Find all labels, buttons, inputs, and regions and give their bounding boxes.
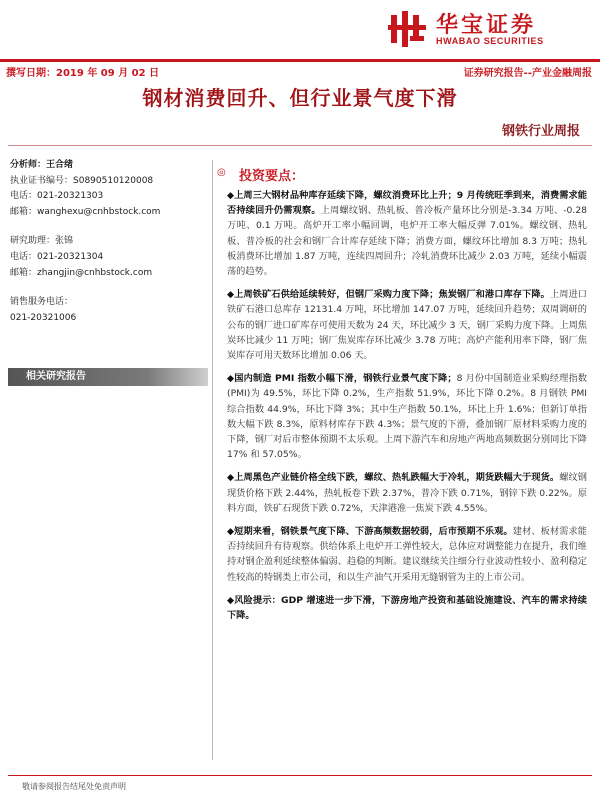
- assistant-phone: 电话：021-20321304: [10, 251, 104, 262]
- header-divider: [0, 59, 600, 62]
- company-name-cn: 华宝证券: [436, 13, 537, 38]
- investment-points: [217, 165, 588, 631]
- contact-column: [10, 158, 215, 326]
- assistant-email: 邮箱：zhangjin@cnhbstock.com: [10, 267, 153, 278]
- title-separator: [8, 145, 592, 146]
- report-title: 钢材消费回升、但行业景气度下滑: [142, 86, 458, 110]
- paragraph-lead: ◆上周铁矿石供给延续转好，但钢厂采购力度下降；焦炭钢厂和港口库存下降。: [227, 289, 550, 301]
- paragraph-lead: ◆上周三大钢材品种库存延续下降，螺纹消费环比上升；9 月传统旺季到来，消费需求能否持续回升仍需观察。: [227, 190, 587, 217]
- analyst-name: 分析师：王合绪: [10, 160, 74, 170]
- footer-divider: [8, 775, 592, 776]
- invest-paragraph: [227, 593, 587, 623]
- company-name-en: HWABAO SECURITIES: [436, 36, 544, 46]
- sales-label: 销售服务电话：: [10, 297, 74, 308]
- invest-paragraph: [227, 470, 587, 516]
- invest-paragraph: [227, 524, 587, 585]
- invest-paragraph: [227, 371, 587, 462]
- report-date: 撰写日期：2019 年 09 月 02 日: [6, 68, 160, 79]
- hwabao-logo-icon: [388, 9, 430, 49]
- paragraph-body: 上周进口铁矿石港口总库存 12131.4 万吨，环比增加 147.07 万吨，延续回升趋势；双周调研的公布的钢厂进口矿库存可使用天数为 24 天，环比减少 3 天，钢厂采购力度下降。上周焦炭环比减少 11 万吨；钢厂焦炭库存环比减少 3.78 万吨；高炉产能利用率下降，钢厂焦炭库存可用天数环比增加 0.06 天。: [227, 289, 587, 362]
- paragraph-lead: ◆风险提示：GDP 增速进一步下滑，下游房地产投资和基础设施建设、汽车的需求持续下降。: [227, 594, 587, 622]
- invest-heading: [217, 165, 587, 185]
- paragraph-body: 建材、板材需求能否持续回升有待观察。供给体系上电炉开工弹性较大，总体应对调整能力在提升，我们维持对钢企盈利延续整体偏弱、趋稳的判断。建议继续关注细分行业波动性较小、盈利稳定性较高的特钢类上市公司，和以生产油气开采用无缝钢管为主的上市公司。: [227, 526, 587, 583]
- sales-phone: 021-20321006: [10, 312, 77, 323]
- assistant-name: 研究助理：张锦: [10, 236, 74, 247]
- disclaimer-footer: 敬请参阅报告结尾处免责声明: [22, 782, 126, 791]
- report-subtitle: 钢铁行业周报: [501, 124, 580, 139]
- invest-paragraph: [227, 188, 587, 279]
- analyst-phone: 电话：021-20321303: [10, 191, 104, 202]
- paragraph-body: 上周螺纹钢、热轧板、普冷板产量环比分别是-3.34 万吨、-0.28 万吨、0.1 万吨。高炉开工率小幅回调，电炉开工率大幅反弹 7.01%。螺纹钢、热轧板、普冷板的社会和钢厂合计库存延续下降；消费方面，螺纹环比增加 8.3 万吨；热轧板消费环比增加 1.87 万吨，连续四周回升；冷轧消费环比减少 2.03 万吨，延续小幅震荡的趋势。: [227, 205, 588, 278]
- invest-paragraph: [227, 287, 587, 363]
- column-divider: [212, 160, 213, 760]
- meta-row: [6, 64, 592, 80]
- target-bullet-icon: ◎: [217, 167, 226, 178]
- company-logo: [388, 9, 566, 49]
- invest-heading-text: 投资要点：: [239, 169, 305, 184]
- paragraph-body: 8 月份中国制造业采购经理指数(PMI)为 49.5%，环比下降 0.2%，生产指数 51.9%，环比下降 0.2%。8 月钢铁 PMI 综合指数 44.9%，环比下降 3%；其中生产指数 50.1%，环比上升 1.6%；但新订单指数大幅下跌 8.3%，原料材库存下跌 4.3%；景气度的下滑，叠加钢厂原材料采购力度的下降，钢厂对后市整体预期不太乐观。上周下游汽车和房地产两地高频数据分别同比下降 17% 和 57.05%。: [227, 373, 587, 461]
- analyst-cert: 执业证书编号：S0890510120008: [10, 175, 154, 186]
- paragraph-lead: ◆国内制造 PMI 指数小幅下滑，钢铁行业景气度下降；: [227, 373, 457, 385]
- report-type: 证券研究报告--产业金融周报: [463, 68, 592, 79]
- paragraph-lead: ◆上周黑色产业链价格全线下跌，螺纹、热轧跌幅大于冷轧，期货跌幅大于现货。: [227, 472, 560, 484]
- paragraph-body: 螺纹钢现货价格下跌 2.44%，热轧板卷下跌 2.37%，普冷下跌 0.71%，钢锌下跌 0.22%。原料方面，铁矿石现货下跌 0.72%，天津港准一焦炭下跌 4.55%。: [227, 472, 587, 514]
- paragraph-lead: ◆短期来看，钢铁景气度下降、下游高频数据较弱，后市预期不乐观。: [227, 526, 513, 538]
- related-reports-header: 相关研究报告: [8, 368, 208, 386]
- analyst-email: 邮箱：wanghexu@cnhbstock.com: [10, 206, 161, 217]
